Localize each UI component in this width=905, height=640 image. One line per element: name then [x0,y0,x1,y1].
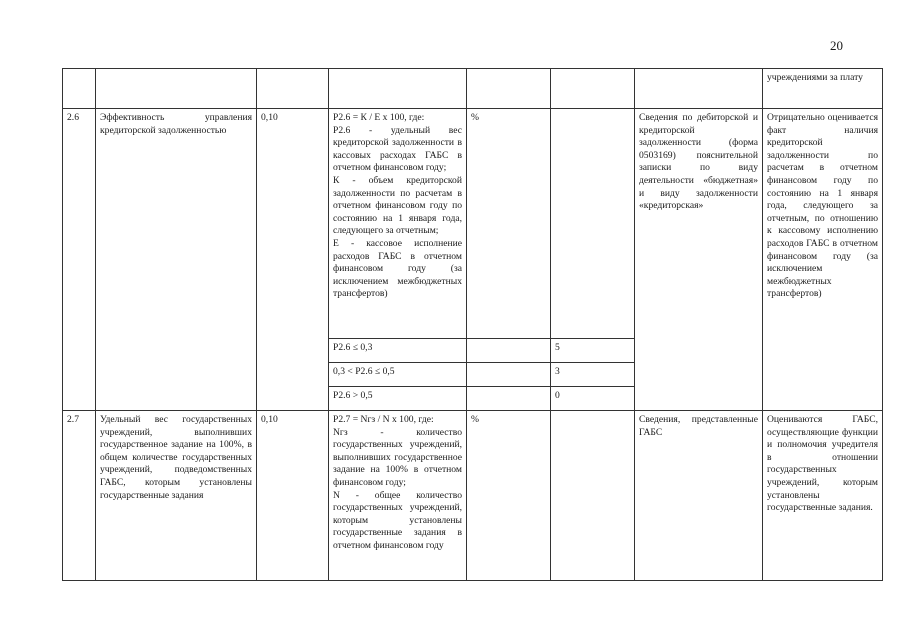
cell-score-empty [467,339,551,363]
cell-indicator-number: 2.7 [63,411,96,581]
cell-empty [96,69,257,109]
cell-score-points: 0 [551,387,635,411]
cell-score-condition: Р2.6 ≤ 0,3 [329,339,467,363]
cell-empty [551,69,635,109]
cell-indicator-name: Удельный вес государственных учреждений, выполнивших государственное задание на 100%, в общем количестве государственных учреждений, подведомственных ГАБС, которым установлены государственные задания [96,411,257,581]
cell-comment: Оцениваются ГАБС, осуществляющие функции и полномочия учредителя в отношении государственных учреждений, которым установлены государственные задания. [763,411,883,581]
cell-score-points: 3 [551,363,635,387]
cell-score-condition: 0,3 < Р2.6 ≤ 0,5 [329,363,467,387]
indicators-table [62,68,883,581]
cell-weight: 0,10 [257,109,329,411]
cell-empty [257,69,329,109]
cell-score-empty [551,411,635,581]
table-row-2-7 [63,411,883,581]
cell-score-condition: Р2.6 > 0,5 [329,387,467,411]
cell-unit: % [467,109,551,339]
cell-indicator-number: 2.6 [63,109,96,411]
cell-source: Сведения, представленные ГАБС [635,411,763,581]
cell-unit: % [467,411,551,581]
page-number: 20 [830,38,843,53]
cell-source: Сведения по дебиторской и кредиторской задолженности (форма 0503169) пояснительной записки по виду деятельности «бюджетная» и виду задолженности «кредиторская» [635,109,763,411]
cell-score-empty [467,363,551,387]
cell-comment: Отрицательно оценивается факт наличия кредиторской задолженности по расчетам в отчетном финансовом году по состоянию на 1 января года, следующего за отчетным, по отношению к кассовому исполнению расходов ГАБС в отчетном финансовом году (за исключением межбюджетных трансфертов) [763,109,883,411]
cell-score-points: 5 [551,339,635,363]
table-row-continuation [63,69,883,109]
cell-formula [329,109,467,339]
cell-empty [329,69,467,109]
cell-empty [635,69,763,109]
cell-empty [63,69,96,109]
cell-comment: учреждениями за плату [763,69,883,109]
formula-text: Р2.7 = Nгз / N х 100, где: Nгз - количество государственных учреждений, выполнивших государственное задание на 100% в отчетном финансовом году; N - общее количество государственных учреждений, которым установлены государственные задания в отчетном финансовом году [333,414,462,551]
formula-text: Р2.6 = К / Е х 100, где: Р2.6 - удельный вес кредиторской задолженности в кассовых расходах ГАБС в отчетном финансовом году; К - объем кредиторской задолженности по расчетам в отчетном финансовом году по состоянию на 1 января года, следующего за отчетным; Е - кассовое исполнение расходов ГАБС в отчетном финансовом году (за исключением межбюджетных трансфертов) [333,112,462,300]
cell-formula [329,411,467,581]
cell-indicator-name: Эффективность управления кредиторской задолженностью [96,109,257,411]
cell-weight: 0,10 [257,411,329,581]
cell-score-empty [551,109,635,339]
cell-empty [467,69,551,109]
cell-score-empty [467,387,551,411]
table-row-2-6 [63,109,883,339]
